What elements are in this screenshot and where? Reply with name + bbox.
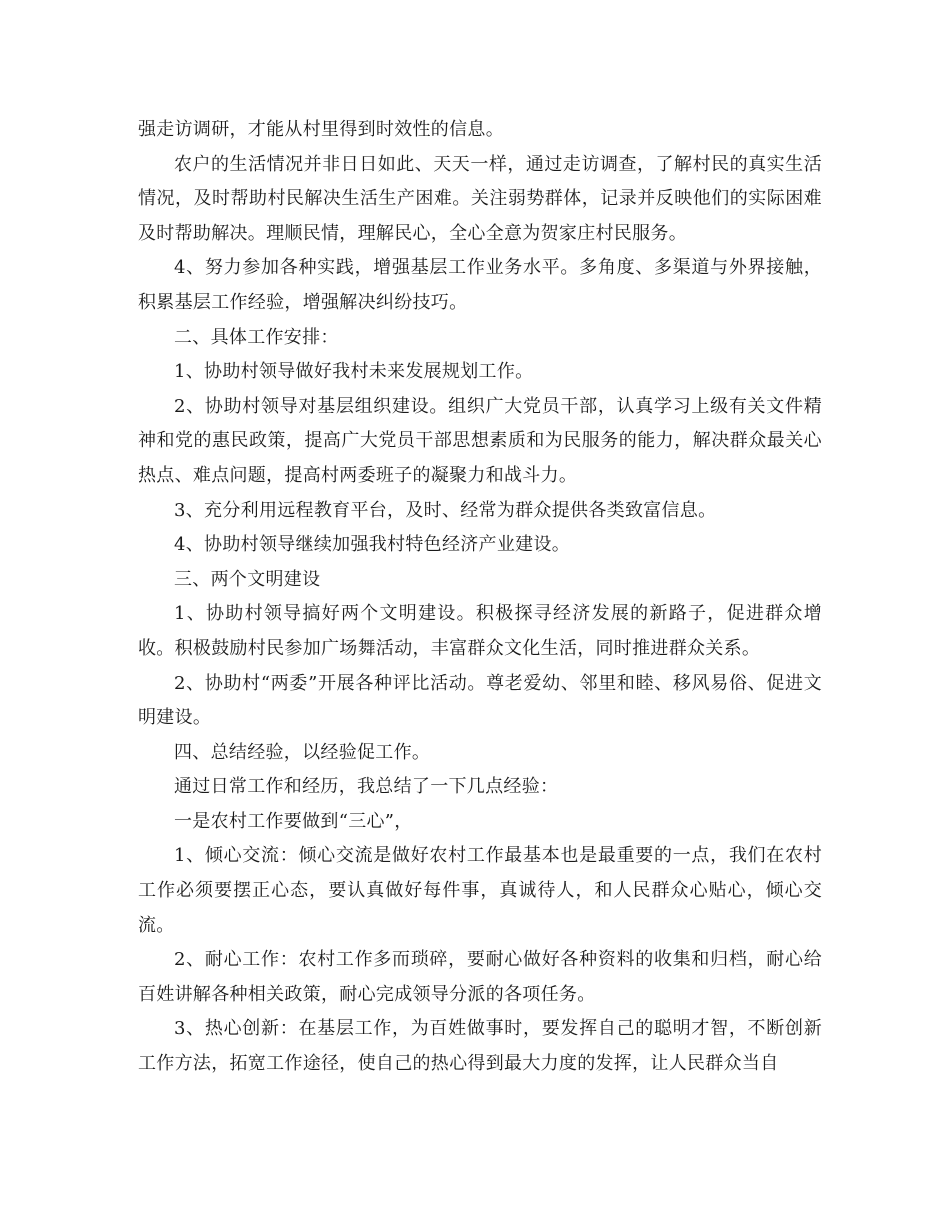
paragraph-practice: 4、努力参加各种实践，增强基层工作业务水平。多角度、多渠道与外界接触，积累基层工作经验，增强解决纠纷技巧。 <box>138 257 822 313</box>
paragraph-plan-item-2: 2、协助村领导对基层组织建设。组织广大党员干部，认真学习上级有关文件精神和党的惠民政策，提高广大党员干部思想素质和为民服务的能力，解决群众最关心热点、难点问题，提高村两委班子的凝聚力和战斗力。 <box>138 395 822 486</box>
paragraph-three-hearts: 一是农村工作要做到“三心”， <box>174 810 413 832</box>
section-heading-civilization: 三、两个文明建设 <box>174 568 321 590</box>
paragraph-plan-item-4: 4、协助村领导继续加强我村特色经济产业建设。 <box>174 534 571 556</box>
paragraph-experience-intro: 通过日常工作和经历，我总结了一下几点经验： <box>174 776 559 798</box>
document-body <box>138 113 822 1082</box>
paragraph-civilization-item-1: 1、协助村领导搞好两个文明建设。积极探寻经济发展的新路子，促进群众增收。积极鼓励村民参加广场舞活动，丰富群众文化生活，同时推进群众关系。 <box>138 603 822 659</box>
paragraph-plan-item-3: 3、充分利用远程教育平台，及时、经常为群众提供各类致富信息。 <box>174 499 717 521</box>
section-heading-work-plan: 二、具体工作安排： <box>174 326 339 348</box>
paragraph-heart-item-3: 3、热心创新：在基层工作，为百姓做事时，要发挥自己的聪明才智，不断创新工作方法，拓宽工作途径，使自己的热心得到最大力度的发挥，让人民群众当自 <box>138 1018 822 1075</box>
paragraph-heart-item-2: 2、耐心工作：农村工作多而琐碎，要耐心做好各种资料的收集和归档，耐心给百姓讲解各种相关政策，耐心完成领导分派的各项任务。 <box>138 949 822 1005</box>
paragraph-heart-item-1: 1、倾心交流：倾心交流是做好农村工作最基本也是最重要的一点，我们在农村工作必须要摆正心态，要认真做好每件事，真诚待人，和人民群众心贴心，倾心交流。 <box>138 845 822 936</box>
paragraph-civilization-item-2: 2、协助村“两委”开展各种评比活动。尊老爱幼、邻里和睦、移风易俗、促进文明建设。 <box>138 672 822 729</box>
section-heading-experience: 四、总结经验，以经验促工作。 <box>174 741 431 763</box>
paragraph-continuation: 强走访调研，才能从村里得到时效性的信息。 <box>138 119 504 140</box>
paragraph-farmer-life: 农户的生活情况并非日日如此、天天一样，通过走访调查，了解村民的真实生活情况，及时帮助村民解决生活生产困难。关注弱势群体，记录并反映他们的实际困难及时帮助解决。理顺民情，理解民心，全心全意为贺家庄村民服务。 <box>138 153 822 244</box>
paragraph-plan-item-1: 1、协助村领导做好我村未来发展规划工作。 <box>174 361 534 383</box>
